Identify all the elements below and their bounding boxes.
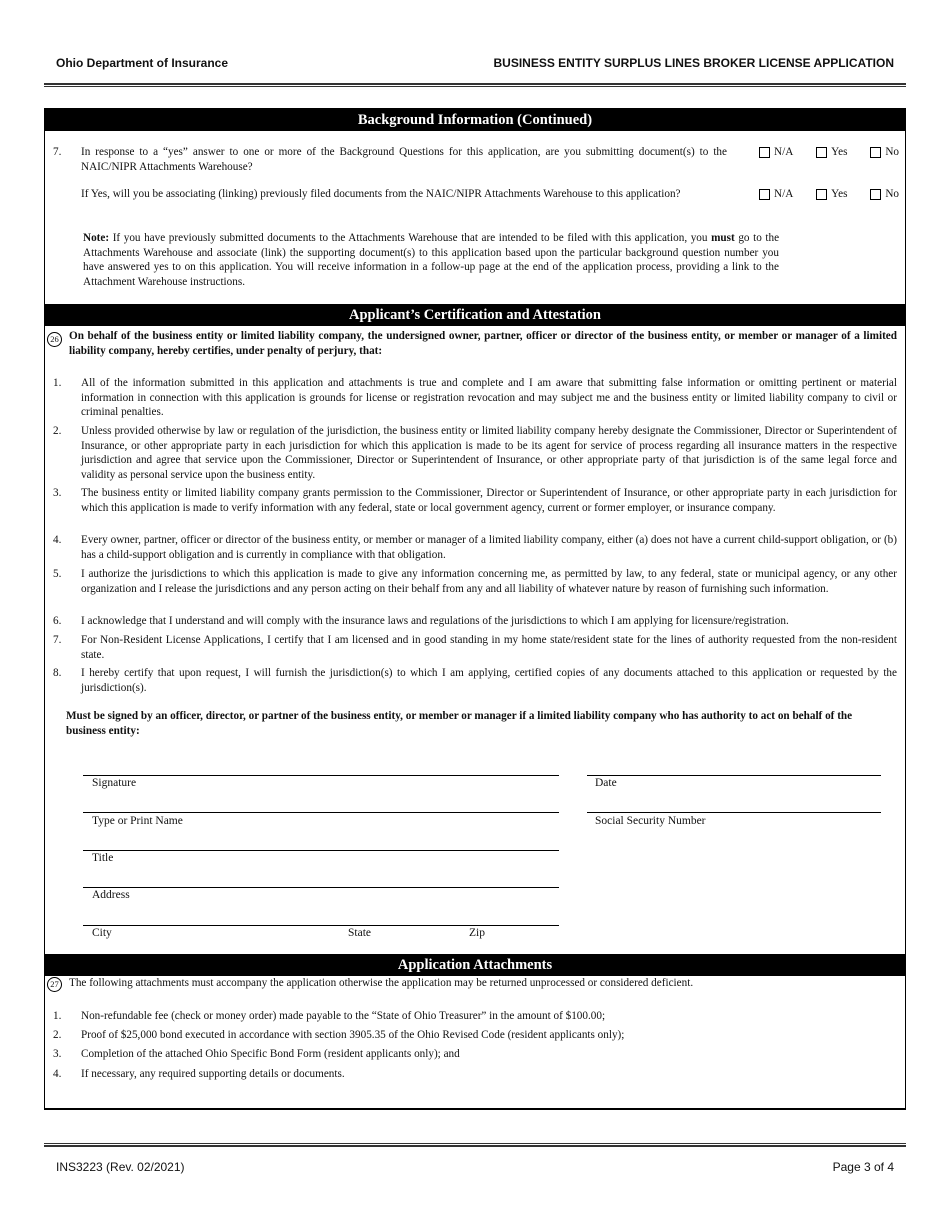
cert-item-number: 2.	[53, 425, 62, 437]
city-label: City	[92, 927, 112, 939]
attachments-note: Note: If you have previously submitted documents to the Attachments Warehouse that are intended to be filed with this application, you must go to the Attachments Warehouse and associate (link) the supporting document(s) to this application based upon the particular background question number you have answered yes to on this application. You will receive information in a follow-up page at the end of the application process, providing a link to the Attachment Warehouse instructions.	[83, 232, 780, 288]
attachments-intro: The following attachments must accompany the application otherwise the application may be returned unprocessed or considered deficient.	[69, 977, 694, 989]
print-name-label: Type or Print Name	[92, 815, 183, 827]
form-number: INS3223 (Rev. 02/2021)	[56, 1160, 185, 1174]
attachment-item-text: Non-refundable fee (check or money order) made payable to the “State of Ohio Treasurer” in the amount of $100.00;	[81, 1010, 606, 1022]
question-7-followup-text: If Yes, will you be associating (linking) previously filed documents from the NAIC/NIPR Attachments Warehouse to this application?	[81, 188, 681, 200]
cert-item-text: I authorize the jurisdictions to which this application is made to give any information concerning me, as permitted by law, to any federal, state or municipal agency, or any other organization and I release the jurisdictions and any person acting on their behalf from any and all liability of whatever nature by reason of furnishing such information.	[81, 568, 897, 595]
state-label: State	[348, 927, 371, 939]
option-na[interactable]: N/A	[759, 145, 793, 160]
attachment-item-number: 4.	[53, 1068, 62, 1080]
form-frame	[44, 108, 906, 1110]
section-header-attachments: Application Attachments	[45, 954, 905, 976]
checkbox[interactable]	[870, 147, 881, 158]
checkbox[interactable]	[759, 189, 770, 200]
cert-item-text: I hereby certify that upon request, I will furnish the jurisdiction(s) to which I am applying, certified copies of any documents attached to this application or requested by the jurisdiction(s).	[81, 667, 897, 694]
date-label: Date	[595, 777, 617, 789]
note-must: must	[711, 232, 735, 244]
question-7-followup-options	[759, 187, 899, 202]
signature-line[interactable]	[83, 775, 559, 776]
checkbox[interactable]	[870, 189, 881, 200]
cert-item-number: 5.	[53, 568, 62, 580]
section-header-certification: Applicant’s Certification and Attestation	[45, 304, 905, 326]
option-no[interactable]: No	[870, 187, 899, 202]
address-label: Address	[92, 889, 130, 901]
print-name-line[interactable]	[83, 812, 559, 813]
page-number: Page 3 of 4	[832, 1160, 894, 1174]
ssn-label: Social Security Number	[595, 815, 706, 827]
header-rule	[44, 83, 906, 87]
attachment-item-number: 1.	[53, 1010, 62, 1022]
cert-item-text: Every owner, partner, officer or director of the business entity, or member or manager of a limited liability company, either (a) does not have a current child-support obligation, or (b) has a child-support obligation and is currently in compliance with that obligation.	[81, 534, 897, 561]
title-label: Title	[92, 852, 114, 864]
cert-item-number: 1.	[53, 377, 62, 389]
address-line[interactable]	[83, 887, 559, 888]
footer-rule	[44, 1143, 906, 1147]
option-yes[interactable]: Yes	[816, 145, 847, 160]
attachment-item-number: 2.	[53, 1029, 62, 1041]
cert-item-text: Unless provided otherwise by law or regulation of the jurisdiction, the business entity or limited liability company hereby designate the Commissioner, Director or Superintendent of Insurance, or other appropriate party in each jurisdiction for which this application is made to be its agent for service of process regarding all insurance matters in the respective jurisdiction and agree that service upon the Commissioner, Director or Superintendent of Insurance, or other appropriate party of that jurisdiction is of the same legal force and validity as personal service upon the business entity.	[81, 425, 897, 481]
note-label: Note:	[83, 232, 110, 244]
item-marker-27: 27	[47, 977, 62, 992]
attachment-item-number: 3.	[53, 1048, 62, 1060]
option-yes[interactable]: Yes	[816, 187, 847, 202]
checkbox[interactable]	[816, 189, 827, 200]
section-header-background: Background Information (Continued)	[45, 109, 905, 131]
date-line[interactable]	[587, 775, 881, 776]
cert-item-number: 4.	[53, 534, 62, 546]
question-7-text: In response to a “yes” answer to one or more of the Background Questions for this application, are you submitting document(s) to the NAIC/NIPR Attachments Warehouse?	[81, 146, 727, 173]
question-number: 7.	[53, 146, 62, 158]
signature-label: Signature	[92, 777, 137, 789]
option-na[interactable]: N/A	[759, 187, 793, 202]
attachment-item-text: If necessary, any required supporting details or documents.	[81, 1068, 345, 1080]
cert-item-text: The business entity or limited liability company grants permission to the Commissioner, Director or Superintendent of Insurance, or other appropriate party in each jurisdiction for which this application is made to verify information with any federal, state or local government agency, current or former employer, or insurance company.	[81, 487, 897, 514]
cert-item-number: 3.	[53, 487, 62, 499]
cert-item-text: For Non-Resident License Applications, I certify that I am licensed and in good standing in my home state/resident state for the lines of authority requested from the non-resident state.	[81, 634, 897, 661]
agency-name: Ohio Department of Insurance	[56, 56, 229, 70]
cert-item-text: All of the information submitted in this application and attachments is true and complete and I am aware that submitting false information or omitting pertinent or material information in connection with this application is grounds for license or registration revocation and may subject me and the business entity or limited liability company to civil or criminal penalties.	[81, 377, 897, 419]
city-state-zip-line[interactable]	[83, 925, 559, 926]
signature-requirement: Must be signed by an officer, director, or partner of the business entity, or member or manager if a limited liability company who has authority to act on behalf of the business entity:	[66, 710, 853, 737]
checkbox[interactable]	[759, 147, 770, 158]
cert-item-text: I acknowledge that I understand and will comply with the insurance laws and regulations of the jurisdictions to which I am applying for licensure/registration.	[81, 615, 789, 627]
zip-label: Zip	[469, 927, 485, 939]
cert-item-number: 8.	[53, 667, 62, 679]
checkbox[interactable]	[816, 147, 827, 158]
attachment-item-text: Completion of the attached Ohio Specific Bond Form (resident applicants only); and	[81, 1048, 460, 1060]
certification-intro: On behalf of the business entity or limited liability company, the undersigned owner, partner, officer or director of the business entity, or member or manager of a limited liability company, hereby certifies, under penalty of perjury, that:	[69, 330, 897, 357]
form-title: BUSINESS ENTITY SURPLUS LINES BROKER LICENSE APPLICATION	[493, 56, 894, 70]
title-line[interactable]	[83, 850, 559, 851]
item-marker-26: 26	[47, 332, 62, 347]
ssn-line[interactable]	[587, 812, 881, 813]
question-7-options	[759, 145, 899, 160]
cert-item-number: 6.	[53, 615, 62, 627]
cert-item-number: 7.	[53, 634, 62, 646]
option-no[interactable]: No	[870, 145, 899, 160]
attachment-item-text: Proof of $25,000 bond executed in accordance with section 3905.35 of the Ohio Revised Code (resident applicants only);	[81, 1029, 625, 1041]
